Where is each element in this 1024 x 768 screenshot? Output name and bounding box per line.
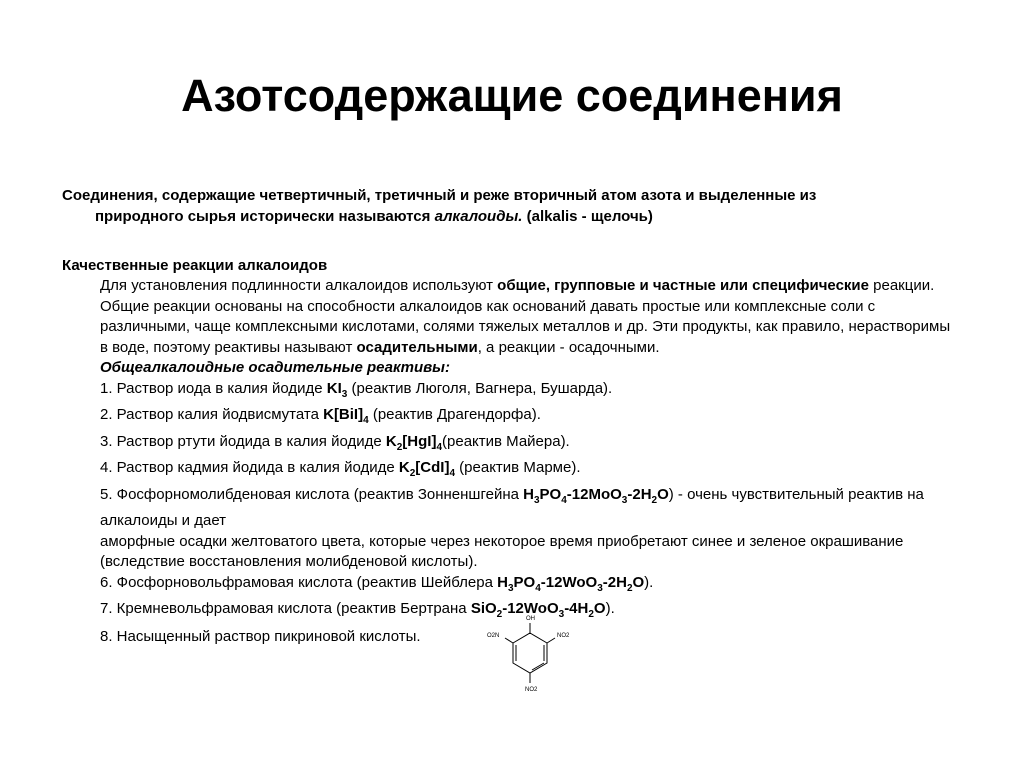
para1-bold: общие, групповые и частные или специфические: [497, 277, 869, 294]
double-bond: [532, 663, 544, 670]
list-item: [100, 458, 960, 485]
formula-kbii4: $K[BiI]_4$: [323, 406, 369, 426]
reactions-body: [100, 276, 960, 626]
formula-phosphomolybdic: $H_3PO_4-12MoO_3-2H_2O$: [523, 485, 669, 506]
item-4-text: 4. Раствор кадмия йодида в калия йодиде: [100, 459, 399, 476]
bond-no2-right: [547, 638, 555, 643]
item-6-text: 6. Фосфорновольфрамовая кислота (реактив Шейблера: [100, 573, 498, 591]
label-oh: OH: [526, 616, 535, 622]
item-5-tail: ) - очень чувствительный реактив на алкалоиды и дает: [100, 485, 924, 529]
formula-k2hgi4: $K_2[HgI]_4$: [385, 432, 443, 453]
picric-acid-structure: [485, 605, 575, 695]
item-6-tail: ).: [644, 573, 654, 591]
list-item: аморфные осадки желтоватого цвета, которые через некоторое время приобретают синее и зеленое окрашивание (вследствие восстановления молибденовой кислоты).: [100, 532, 904, 570]
list-item: [100, 405, 960, 432]
label-o2n: O2N: [487, 633, 500, 639]
item-1-tail: (реактив Люголя, Вагнера, Бушарда).: [347, 379, 613, 397]
page-title: Азотсодержащие соединения: [181, 70, 843, 121]
para2-tail: , а реакции - осадочными.: [477, 338, 660, 356]
item-1-text: 1. Раствор иода в калия йодиде: [100, 379, 327, 397]
para1-text: Для установления подлинности алкалоидов используют: [100, 277, 498, 294]
label-no2-bottom: NO2: [525, 687, 538, 693]
intro-etymology: (alkalis - щелочь): [522, 208, 653, 225]
para2-bold: осадительными: [356, 338, 478, 356]
intro-line-1: Соединения, содержащие четвертичный, третичный и реже вторичный атом азота и выделенные из: [62, 187, 817, 204]
para-general-reactions: [100, 297, 960, 359]
label-no2-right: NO2: [557, 633, 570, 639]
list-item: [100, 379, 960, 406]
item-2-text: 2. Раствор калия йодвисмутата: [100, 406, 324, 423]
intro-line-2: [62, 206, 962, 227]
list-item: [100, 432, 960, 459]
formula-phosphotungstic: $H_3PO_4-12WoO_3-2H_2O$: [497, 573, 645, 594]
list-item-picric: 8. Насыщенный раствор пикриновой кислоты.: [100, 628, 421, 645]
formula-k2cdi4: $K_2[CdI]_4$: [398, 459, 456, 479]
section-heading: Качественные реакции алкалоидов: [62, 257, 328, 274]
para-reaction-types: [100, 276, 960, 297]
item-7-tail: ).: [605, 600, 615, 617]
item-5-text: 5. Фосфорномолибденовая кислота (реактив Зонненшгейна: [100, 485, 524, 503]
item-3-text: 3. Раствор ртути йодида в калия йодиде: [100, 432, 386, 450]
benzene-ring: [513, 633, 547, 673]
bond-no2-left: [505, 638, 513, 643]
intro-line-2-text: природного сырья исторически называются: [95, 208, 435, 225]
item-4-tail: (реактив Марме).: [455, 459, 581, 476]
item-2-tail: (реактив Драгендорфа).: [368, 406, 541, 423]
intro-term-alkaloids: алкалоиды.: [434, 208, 523, 225]
list-item: [100, 485, 960, 532]
reagents-heading: Общеалкалоидные осадительные реактивы:: [100, 359, 450, 376]
formula-silicotungstic: $SiO_2-12WoO_3-4H_2O$: [470, 600, 606, 620]
item-7-text: 7. Кремневольфрамовая кислота (реактив Бертрана: [100, 600, 471, 617]
formula-ki3: $KI_3$: [326, 379, 348, 400]
para2-text: Общие реакции основаны на способности алкалоидов как оснований давать простые или комплексные соли с различными, чаще комплексными кислотами, солями тяжелых металлов и др. Эти продукты, как правило, нерастворимы в воде, поэтому реактивы называют: [100, 297, 951, 356]
intro-paragraph: [62, 185, 962, 227]
para1-tail: реакции.: [868, 277, 935, 294]
list-item: [100, 573, 960, 600]
item-3-tail: (реактив Майера).: [442, 432, 570, 450]
